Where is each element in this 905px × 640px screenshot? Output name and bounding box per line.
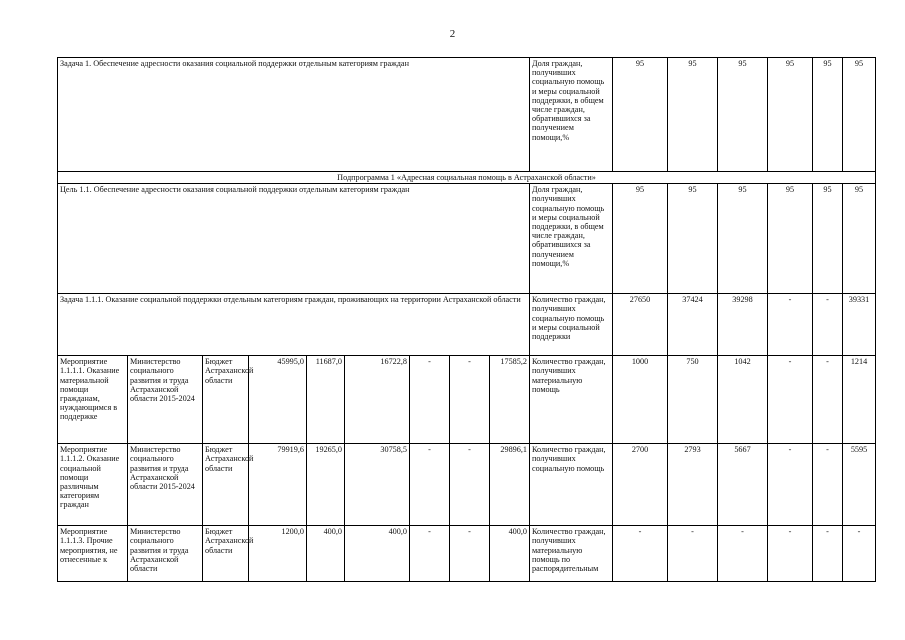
measure-value: 1214: [843, 356, 876, 444]
measure-value: -: [718, 526, 768, 582]
task111-value: 37424: [668, 294, 718, 356]
measure-value: 2700: [613, 444, 668, 526]
measure-budget: -: [450, 444, 490, 526]
measure-budget: 1200,0: [249, 526, 307, 582]
measure-name: Мероприятие 1.1.1.2. Оказание социальной помощи различным категориям граждан: [58, 444, 128, 526]
measure-indicator: Количество граждан, получивших социальную помощь: [530, 444, 613, 526]
measure-row: [58, 356, 876, 444]
task1-value: 95: [843, 58, 876, 172]
measure-value: -: [813, 526, 843, 582]
measure-budget: -: [450, 356, 490, 444]
measure-value: -: [668, 526, 718, 582]
task111-value: 39298: [718, 294, 768, 356]
measure-indicator: Количество граждан, получивших материальную помощь: [530, 356, 613, 444]
measure-value: 5667: [718, 444, 768, 526]
measure-budget: -: [450, 526, 490, 582]
measure-budget: 400,0: [345, 526, 410, 582]
task111-value: 27650: [613, 294, 668, 356]
measure-row: [58, 444, 876, 526]
task111-text: Задача 1.1.1. Оказание социальной поддержки отдельным категориям граждан, проживающих на территории Астраханской области: [58, 294, 530, 356]
measure-value: 1000: [613, 356, 668, 444]
measure-value: 1042: [718, 356, 768, 444]
goal-value: 95: [668, 184, 718, 294]
measure-value: -: [768, 526, 813, 582]
measure-budget: 19265,0: [307, 444, 345, 526]
task111-value: 39331: [843, 294, 876, 356]
measure-row: [58, 526, 876, 582]
goal-indicator: Доля граждан, получивших социальную помощь и меры социальной поддержки, в общем числе граждан, обратившихся за получением помощи,%: [530, 184, 613, 294]
goal-value: 95: [843, 184, 876, 294]
measure-name: Мероприятие 1.1.1.3. Прочие мероприятия, не отнесенные к: [58, 526, 128, 582]
goal-value: 95: [718, 184, 768, 294]
measure-budget: -: [410, 526, 450, 582]
goal-value: 95: [768, 184, 813, 294]
measure-budget: 400,0: [490, 526, 530, 582]
task1-value: 95: [718, 58, 768, 172]
measure-value: 5595: [843, 444, 876, 526]
measure-budget: 79919,6: [249, 444, 307, 526]
program-table: [57, 57, 876, 582]
measure-value: 750: [668, 356, 718, 444]
measure-value: -: [843, 526, 876, 582]
measure-executor: Министерство социального развития и труда Астраханской области 2015-2024: [128, 444, 203, 526]
measure-value: -: [613, 526, 668, 582]
measure-source: Бюджет Астраханской области: [203, 356, 249, 444]
measure-budget: 16722,8: [345, 356, 410, 444]
task1-text: Задача 1. Обеспечение адресности оказания социальной поддержки отдельным категориям граждан: [58, 58, 530, 172]
goal-text: Цель 1.1. Обеспечение адресности оказания социальной поддержки отдельным категориям граждан: [58, 184, 530, 294]
measure-budget: 11687,0: [307, 356, 345, 444]
task1-value: 95: [613, 58, 668, 172]
measure-source: Бюджет Астраханской области: [203, 526, 249, 582]
measure-budget: 29896,1: [490, 444, 530, 526]
task111-value: -: [768, 294, 813, 356]
measure-budget: -: [410, 444, 450, 526]
measure-indicator: Количество граждан, получивших материальную помощь по распорядительным: [530, 526, 613, 582]
measure-budget: 400,0: [307, 526, 345, 582]
measure-value: -: [813, 356, 843, 444]
measure-name: Мероприятие 1.1.1.1. Оказание материальной помощи гражданам, нуждающимся в поддержке: [58, 356, 128, 444]
page-number: 2: [449, 28, 456, 40]
subprogram-heading: Подпрограмма 1 «Адресная социальная помощь в Астраханской области»: [58, 172, 876, 184]
goal-row: [58, 184, 876, 294]
measure-budget: 30758,5: [345, 444, 410, 526]
measure-executor: Министерство социального развития и труда Астраханской области 2015-2024: [128, 356, 203, 444]
task1-value: 95: [768, 58, 813, 172]
task1-row: [58, 58, 876, 172]
measure-budget: 17585,2: [490, 356, 530, 444]
task111-value: -: [813, 294, 843, 356]
measure-value: -: [768, 444, 813, 526]
measure-budget: -: [410, 356, 450, 444]
subprogram-row: [58, 172, 876, 184]
goal-value: 95: [613, 184, 668, 294]
measure-budget: 45995,0: [249, 356, 307, 444]
measure-value: -: [813, 444, 843, 526]
task1-value: 95: [813, 58, 843, 172]
task1-value: 95: [668, 58, 718, 172]
task1-indicator: Доля граждан, получивших социальную помощь и меры социальной поддержки, в общем числе граждан, обратившихся за получением помощи,%: [530, 58, 613, 172]
task111-indicator: Количество граждан, получивших социальную помощь и меры социальной поддержки: [530, 294, 613, 356]
task111-row: [58, 294, 876, 356]
measure-executor: Министерство социального развития и труда Астраханской области: [128, 526, 203, 582]
goal-value: 95: [813, 184, 843, 294]
measure-source: Бюджет Астраханской области: [203, 444, 249, 526]
measure-value: -: [768, 356, 813, 444]
measure-value: 2793: [668, 444, 718, 526]
